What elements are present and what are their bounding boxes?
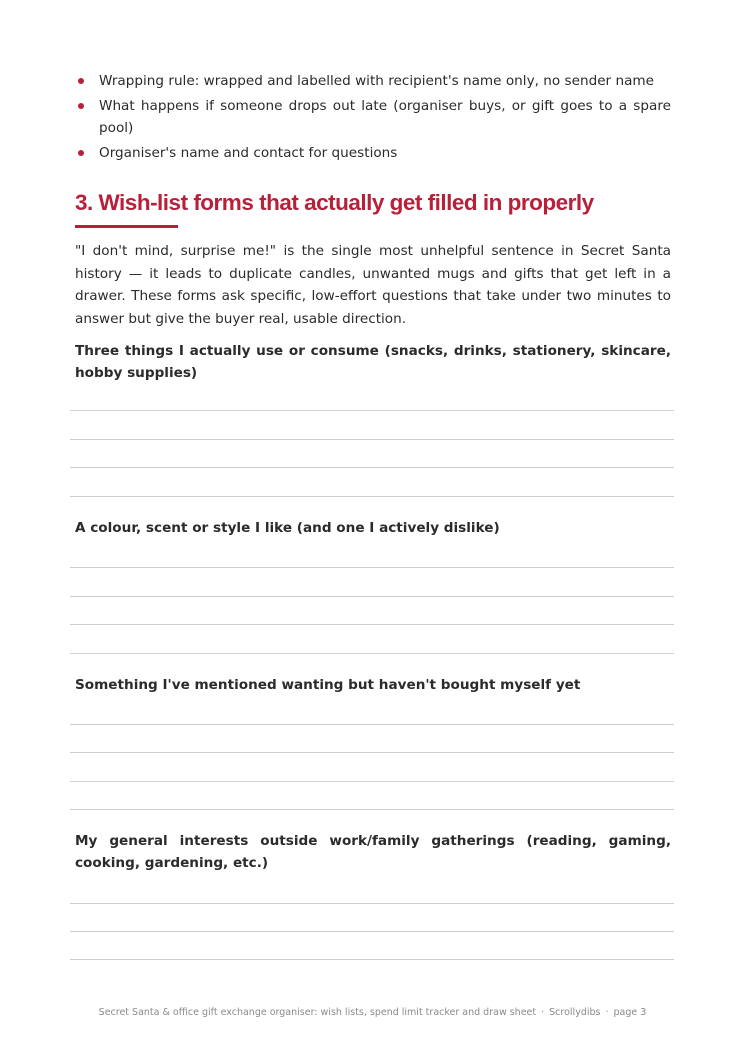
answer-line[interactable] <box>70 496 674 497</box>
answer-line[interactable] <box>70 931 674 932</box>
list-item: Wrapping rule: wrapped and labelled with recipient's name only, no sender name <box>75 70 671 92</box>
question-label: Three things I actually use or consume (snacks, drinks, stationery, skincare, hobby supplies) <box>75 343 671 381</box>
section-heading: 3. Wish-list forms that actually get filled in properly <box>75 190 594 215</box>
answer-line[interactable] <box>70 653 674 654</box>
list-item: What happens if someone drops out late (organiser buys, or gift goes to a spare pool) <box>75 95 671 139</box>
list-item: Organiser's name and contact for questions <box>75 142 671 164</box>
question-label: My general interests outside work/family gatherings (reading, gaming, cooking, gardening, etc.) <box>75 833 671 871</box>
answer-line[interactable] <box>70 903 674 904</box>
answer-line[interactable] <box>70 959 674 960</box>
answer-line[interactable] <box>70 596 674 597</box>
answer-line[interactable] <box>70 439 674 440</box>
answer-line[interactable] <box>70 809 674 810</box>
answer-line[interactable] <box>70 567 674 568</box>
footer-separator: · <box>541 1007 545 1018</box>
bullet-icon <box>78 78 84 84</box>
page-number: page 3 <box>613 1007 647 1018</box>
footer-title: Secret Santa & office gift exchange organiser: wish lists, spend limit tracker and draw sheet <box>98 1007 537 1018</box>
answer-line[interactable] <box>70 467 674 468</box>
bullet-icon <box>78 150 84 156</box>
section-intro: "I don't mind, surprise me!" is the single most unhelpful sentence in Secret Santa history — it leads to duplicate candles, unwanted mugs and gifts that get left in a drawer. These forms ask specific, low-effort questions that take under two minutes to answer but give the buyer real, usable direction. <box>75 243 671 327</box>
answer-line[interactable] <box>70 410 674 411</box>
answer-line[interactable] <box>70 781 674 782</box>
question-label: Something I've mentioned wanting but haven't bought myself yet <box>75 677 581 693</box>
answer-line[interactable] <box>70 724 674 725</box>
bullet-icon <box>78 103 84 109</box>
bullet-list <box>75 70 671 167</box>
page-footer <box>0 1007 745 1018</box>
answer-line[interactable] <box>70 624 674 625</box>
question-label: A colour, scent or style I like (and one I actively dislike) <box>75 520 500 536</box>
footer-separator: · <box>605 1007 609 1018</box>
answer-line[interactable] <box>70 752 674 753</box>
heading-underline <box>75 225 178 228</box>
footer-brand: Scrollydibs <box>549 1007 601 1018</box>
